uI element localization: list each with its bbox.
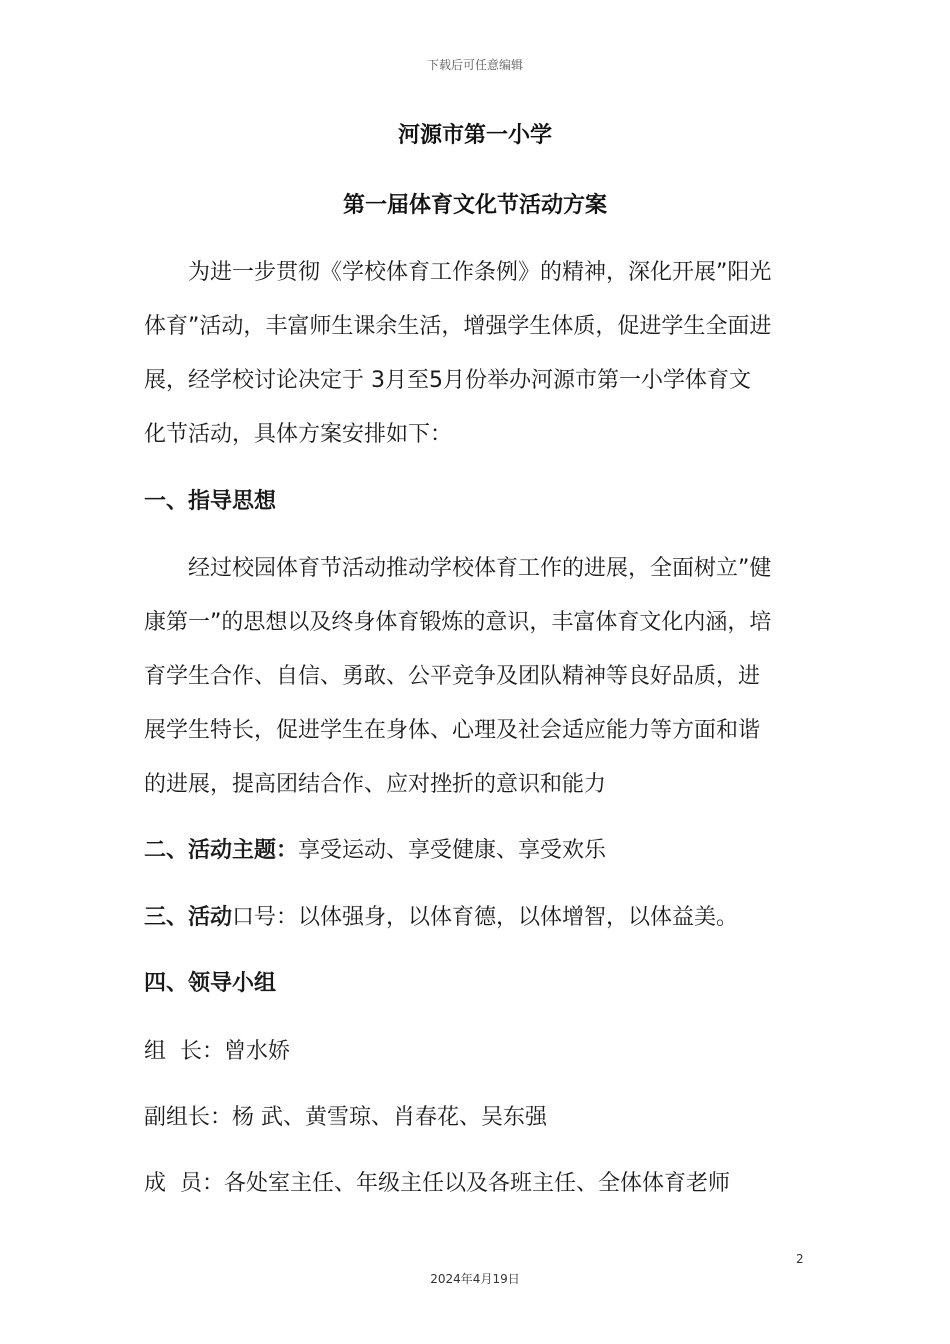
section-activity-theme — [144, 833, 606, 864]
deputy-leader-line: 副组长：杨 武、黄雪琼、肖春花、吴东强 — [144, 1105, 547, 1130]
document-title: 河源市第一小学 — [397, 123, 552, 148]
section-heading-text: 二、活动主题： — [144, 838, 299, 863]
document-subtitle: 第一届体育文化节活动方案 — [342, 193, 607, 218]
group-leader-line: 组 长：曾水娇 — [144, 1039, 290, 1064]
intro-line: 为进一步贯彻《学校体育工作条例》的精神，深化开展”阳光 — [188, 260, 772, 285]
footer-date: 2024年4月19日 — [430, 1272, 520, 1286]
intro-line: 化节活动，具体方案安排如下： — [144, 422, 453, 447]
paragraph-line: 经过校园体育节活动推动学校体育工作的进展，全面树立”健 — [188, 556, 772, 581]
intro-line: 体育”活动，丰富师生课余生活，增强学生体质，促进学生全面进 — [144, 314, 772, 339]
section-body-text: 享受运动、享受健康、享受欢乐 — [298, 838, 607, 863]
section-heading-text: 四、领导小组 — [144, 971, 277, 996]
section-heading-text: 一、指导思想 — [144, 489, 277, 514]
paragraph-line: 的进展，提高团结合作、应对挫折的意识和能力 — [144, 772, 607, 797]
section-activity-slogan — [144, 900, 738, 931]
section-heading-leadership-group — [144, 966, 276, 997]
intro-paragraph — [144, 246, 806, 462]
page-number: 2 — [796, 1252, 804, 1266]
section-heading-guiding-ideology — [144, 484, 276, 515]
paragraph-line: 育学生合作、自信、勇敢、公平竞争及团队精神等良好品质，进 — [144, 664, 761, 689]
paragraph-line: 康第一”的思想以及终身体育锻炼的意识，丰富体育文化内涵，培 — [144, 610, 772, 635]
members-line: 成 员：各处室主任、年级主任以及各班主任、全体体育老师 — [144, 1171, 730, 1196]
section-heading-text: 三、活动 — [144, 905, 233, 930]
intro-line: 展，经学校讨论决定于 3月至5月份举办河源市第一小学体育文 — [144, 368, 751, 393]
paragraph-line: 展学生特长，促进学生在身体、心理及社会适应能力等方面和谐 — [144, 718, 761, 743]
guiding-ideology-paragraph — [144, 542, 806, 812]
section-body-text: 口号：以体强身，以体育德，以体增智，以体益美。 — [232, 905, 739, 930]
header-note: 下载后可任意编辑 — [426, 58, 523, 72]
